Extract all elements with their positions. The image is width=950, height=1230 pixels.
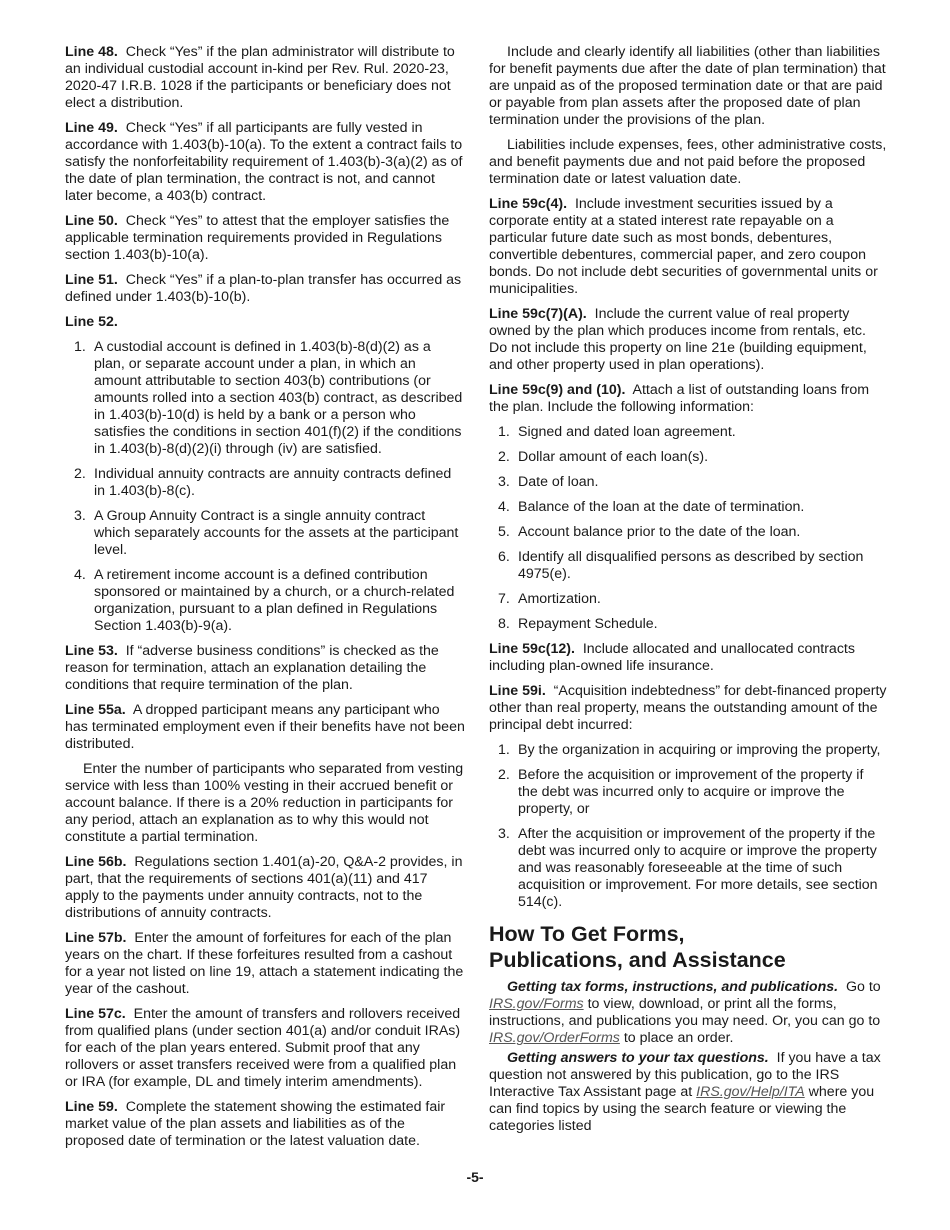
line-59c9-paragraph: [489, 382, 887, 416]
list-item: [489, 591, 887, 608]
getting-forms-text-2: to view, download, or print all the forms, instructions, and publications you may need. Or, you can go to: [489, 996, 881, 1029]
list-item-number: 3.: [498, 826, 510, 842]
list-item: [65, 567, 465, 635]
list-item-number: 1.: [498, 424, 510, 440]
list-item-text: Identify all disqualified persons as described by section 4975(e).: [518, 549, 864, 582]
list-item: [65, 339, 465, 458]
list-item: [65, 508, 465, 559]
line-59c7a-label: Line 59c(7)(A).: [489, 306, 587, 322]
list-item-number: 6.: [498, 549, 510, 565]
line-59c4-label: Line 59c(4).: [489, 196, 568, 212]
acquisition-list: [489, 742, 887, 911]
line-59-paragraph: [65, 1099, 465, 1150]
line-53-text: If “adverse business conditions” is checked as the reason for termination, attach an explanation detailing the conditions that require termination of the plan.: [65, 643, 439, 693]
line-49-label: Line 49.: [65, 120, 118, 136]
line-50-paragraph: [65, 213, 465, 264]
list-item-text: Dollar amount of each loan(s).: [518, 449, 709, 465]
line-59c12-text: Include allocated and unallocated contracts including plan-owned life insurance.: [489, 641, 855, 674]
list-item-number: 3.: [498, 474, 510, 490]
list-item: [489, 549, 887, 583]
getting-forms-text-1: Go to: [845, 979, 881, 995]
list-item-text: Before the acquisition or improvement of the property if the debt was incurred only to acquire or improve the property, or: [518, 767, 864, 817]
line-57b-paragraph: [65, 930, 465, 998]
liabilities-include-paragraph: Liabilities include expenses, fees, other administrative costs, and benefit payments due and not paid before the proposed termination date or latest valuation date.: [489, 137, 887, 187]
getting-answers-text-2: where you can find topics by using the search feature or viewing the categories listed: [489, 1084, 875, 1134]
irs-orderforms-link[interactable]: IRS.gov/OrderForms: [489, 1030, 620, 1046]
how-to-get-forms-heading: [489, 921, 887, 973]
list-item-text: Date of loan.: [518, 474, 599, 490]
list-item: [489, 767, 887, 818]
list-item-number: 7.: [498, 591, 510, 607]
line-59-text: Complete the statement showing the estimated fair market value of the plan assets and liabilities as of the proposed date of termination or the latest valuation date.: [65, 1099, 446, 1149]
line-59c9-label: Line 59c(9) and (10).: [489, 382, 626, 398]
list-item-number: 3.: [74, 508, 86, 524]
line-55a-label: Line 55a.: [65, 702, 126, 718]
line-59c12-paragraph: [489, 641, 887, 675]
list-item-number: 1.: [74, 339, 86, 355]
line-57c-label: Line 57c.: [65, 1006, 126, 1022]
line-56b-text: Regulations section 1.401(a)-20, Q&A-2 provides, in part, that the requirements of sections 401(a)(11) and 417 apply to the payments under annuity contracts, not to the distributions of annuity contracts.: [65, 854, 463, 921]
list-item-number: 8.: [498, 616, 510, 632]
list-item-number: 4.: [74, 567, 86, 583]
line-57c-paragraph: [65, 1006, 465, 1091]
loan-info-list: [489, 424, 887, 633]
list-item-number: 2.: [498, 449, 510, 465]
line-52-heading: [65, 314, 465, 331]
irs-forms-link[interactable]: IRS.gov/Forms: [489, 996, 584, 1012]
heading-line-1: How To Get Forms,: [489, 922, 685, 946]
line-55a-paragraph: [65, 702, 465, 753]
liabilities-paragraph: Include and clearly identify all liabilities (other than liabilities for benefit payments due after the date of plan termination) that are unpaid as of the proposed termination date or that are paid or payable from plan assets after the proposed date of plan termination under the provisions of the plan.: [489, 44, 886, 128]
line-48-paragraph: [65, 44, 465, 112]
line-52-label: Line 52.: [65, 314, 118, 330]
page-number: -5-: [466, 1169, 484, 1185]
line-57b-text: Enter the amount of forfeitures for each of the plan years on the chart. If these forfeitures resulted from a cashout for a year not listed on line 19, attach a statement indicating the year of the cashout.: [65, 930, 464, 997]
list-item-text: By the organization in acquiring or improving the property,: [518, 742, 881, 758]
list-item-text: Balance of the loan at the date of termination.: [518, 499, 805, 515]
list-item-text: Repayment Schedule.: [518, 616, 658, 632]
line-51-paragraph: [65, 272, 465, 306]
list-item-number: 2.: [498, 767, 510, 783]
list-item-number: 4.: [498, 499, 510, 515]
line-53-paragraph: [65, 643, 465, 694]
list-item-number: 1.: [498, 742, 510, 758]
list-item: [489, 449, 887, 466]
list-item: [489, 742, 887, 759]
line-57b-label: Line 57b.: [65, 930, 127, 946]
line-59c4-text: Include investment securities issued by a corporate entity at a stated interest rate repayable on a particular future date such as most bonds, debentures, convertible debentures, commercial paper, and zero coupon bonds. Do not include debt securities of governmental units or municipalities.: [489, 196, 878, 297]
list-item: [489, 524, 887, 541]
line-51-label: Line 51.: [65, 272, 118, 288]
list-item-text: Amortization.: [518, 591, 601, 607]
line-52-list: [65, 339, 465, 635]
getting-forms-text-3: to place an order.: [623, 1030, 734, 1046]
line-59c9-text: Attach a list of outstanding loans from the plan. Include the following information:: [489, 382, 870, 415]
line-59i-text: “Acquisition indebtedness” for debt-financed property other than real property, means the outstanding amount of the principal debt incurred:: [489, 683, 887, 733]
line-51-text: Check “Yes” if a plan-to-plan transfer has occurred as defined under 1.403(b)-10(b).: [65, 272, 462, 305]
getting-forms-paragraph: [489, 979, 887, 1047]
line-57c-text: Enter the amount of transfers and rollovers received from qualified plans (under section 401(a) and/or conduit IRAs) for each of the plan years entered. Submit proof that any rollovers or asset transfers received were from a qualified plan or IRA (for example, DL and timely interim amendments).: [65, 1006, 461, 1090]
line-59c12-label: Line 59c(12).: [489, 641, 575, 657]
list-item: [489, 474, 887, 491]
line-56b-paragraph: [65, 854, 465, 922]
line-59i-paragraph: [489, 683, 887, 734]
line-55a-text: A dropped participant means any participant who has terminated employment even if their benefits have not been distributed.: [65, 702, 465, 752]
getting-answers-paragraph: [489, 1050, 887, 1135]
line-49-paragraph: [65, 120, 465, 205]
list-item-text: Individual annuity contracts are annuity contracts defined in 1.403(b)-8(c).: [94, 466, 452, 499]
line-55a-second-paragraph: Enter the number of participants who separated from vesting service with less than 100% vesting in their accrued benefit or account balance. If there is a 20% reduction in participants for any period, attach an explanation as to why this would not constitute a partial termination.: [65, 761, 464, 845]
list-item: [489, 616, 887, 633]
line-59i-label: Line 59i.: [489, 683, 546, 699]
right-column: [489, 44, 887, 1143]
list-item-number: 5.: [498, 524, 510, 540]
line-50-label: Line 50.: [65, 213, 118, 229]
list-item: [65, 466, 465, 500]
list-item-text: A Group Annuity Contract is a single annuity contract which separately accounts for the assets at the participant level.: [94, 508, 459, 558]
line-59c7a-paragraph: [489, 306, 887, 374]
line-48-text: Check “Yes” if the plan administrator will distribute to an individual custodial account in-kind per Rev. Rul. 2020-23, 2020-47 I.R.B. 1028 if the participants or beneficiary does not elect a distribution.: [65, 44, 455, 111]
line-59c7a-text: Include the current value of real property owned by the plan which produces income from rentals, etc. Do not include this property on line 21e (building equipment, and other property used in plan operations).: [489, 306, 867, 373]
list-item-number: 2.: [74, 466, 86, 482]
irs-help-ita-link[interactable]: IRS.gov/Help/ITA: [696, 1084, 805, 1100]
line-56b-label: Line 56b.: [65, 854, 127, 870]
getting-forms-label: Getting tax forms, instructions, and publications.: [507, 979, 839, 995]
line-49-text: Check “Yes” if all participants are fully vested in accordance with 1.403(b)-10(a). To the extent a contract fails to satisfy the nonforfeitability requirement of 1.403(b)-3(a)(2) as of the date of plan termination, the contract is not, and cannot later become, a 403(b) contract.: [65, 120, 463, 204]
line-59-label: Line 59.: [65, 1099, 118, 1115]
heading-line-2: Publications, and Assistance: [489, 948, 786, 972]
list-item-text: A retirement income account is a defined contribution sponsored or maintained by a church, or a church-related organization, pursuant to a plan defined in Regulations Section 1.403(b)-9(a).: [94, 567, 455, 634]
list-item: [489, 499, 887, 516]
list-item-text: Signed and dated loan agreement.: [518, 424, 736, 440]
list-item-text: After the acquisition or improvement of the property if the debt was incurred only to acquire or improve the property and was reasonably foreseeable at the time of such acquisition or improvement. For more details, see section 514(c).: [518, 826, 878, 910]
list-item-text: Account balance prior to the date of the loan.: [518, 524, 801, 540]
line-53-label: Line 53.: [65, 643, 118, 659]
list-item: [489, 826, 887, 911]
line-50-text: Check “Yes” to attest that the employer satisfies the applicable termination requirements provided in Regulations section 1.403(b)-10(a).: [65, 213, 450, 263]
list-item: [489, 424, 887, 441]
line-48-label: Line 48.: [65, 44, 118, 60]
list-item-text: A custodial account is defined in 1.403(b)-8(d)(2) as a plan, or separate account under a plan, in which an amount attributable to section 403(b) contributions (or amounts rolled into a section 403(b) contract, as described in 1.403(b)-10(d) is held by a bank or a person who satisfies the conditions in section 401(f)(2) if the conditions in 1.403(b)-8(d)(2)(i) through (iv) are satisfied.: [94, 339, 463, 457]
getting-answers-text-1: If you have a tax question not answered by this publication, go to the IRS Interactive Tax Assistant page at: [489, 1050, 881, 1100]
line-59c4-paragraph: [489, 196, 887, 298]
left-column: [65, 44, 465, 1158]
getting-answers-label: Getting answers to your tax questions.: [507, 1050, 769, 1066]
